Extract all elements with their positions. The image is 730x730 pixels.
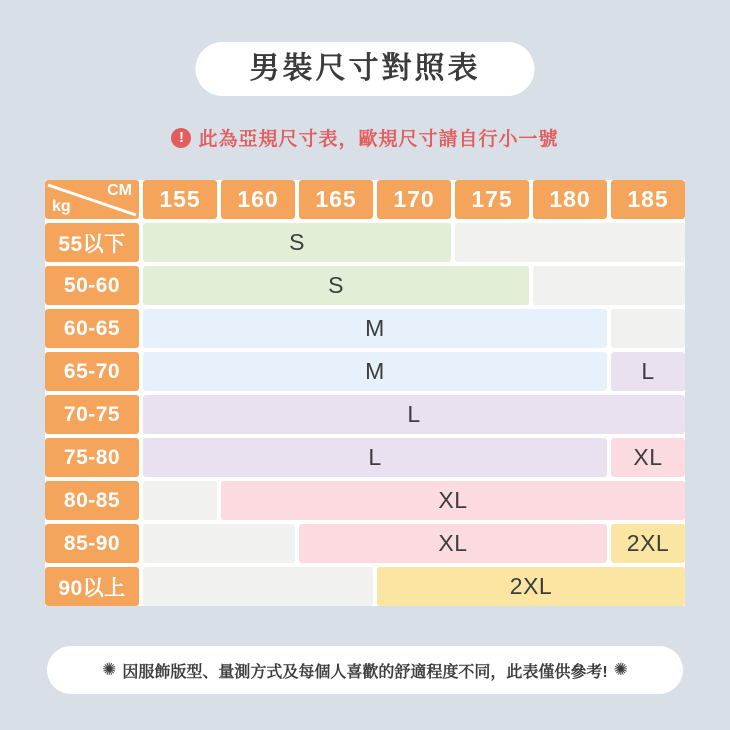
column-header-175: 175 [455, 180, 529, 219]
size-span-l: L [143, 438, 607, 477]
corner-kg-label: kg [52, 198, 71, 215]
column-header-185: 185 [611, 180, 685, 219]
column-header-180: 180 [533, 180, 607, 219]
footer-note [47, 646, 683, 694]
corner-cell [45, 180, 139, 219]
star-icon: ✺ [102, 660, 117, 679]
row-label-4: 70-75 [45, 395, 139, 434]
empty-span [143, 481, 217, 520]
row-label-0: 55以下 [45, 223, 139, 262]
size-warning [0, 124, 730, 151]
row-label-5: 75-80 [45, 438, 139, 477]
page-title [196, 42, 535, 96]
empty-span [143, 524, 295, 563]
row-label-6: 80-85 [45, 481, 139, 520]
size-span-m: M [143, 352, 607, 391]
empty-span [143, 567, 373, 606]
column-header-170: 170 [377, 180, 451, 219]
warning-text: 此為亞規尺寸表，歐規尺寸請自行小一號 [198, 129, 559, 150]
row-label-1: 50-60 [45, 266, 139, 305]
size-span-s: S [143, 223, 451, 262]
size-span-l: L [143, 395, 685, 434]
page-title-text: 男裝尺寸對照表 [249, 52, 481, 85]
row-label-3: 65-70 [45, 352, 139, 391]
exclamation-circle-icon: ! [171, 128, 191, 148]
footer-text: 因服飾版型、量測方式及每個人喜歡的舒適程度不同，此表僅供參考! [122, 663, 608, 681]
column-header-160: 160 [221, 180, 295, 219]
size-span-m: M [143, 309, 607, 348]
star-icon: ✺ [613, 660, 628, 679]
size-table [45, 180, 685, 606]
row-label-2: 60-65 [45, 309, 139, 348]
size-span-xl: XL [611, 438, 685, 477]
size-span-xl: XL [299, 524, 607, 563]
size-span-xl: XL [221, 481, 685, 520]
column-header-155: 155 [143, 180, 217, 219]
size-span-2xl: 2XL [377, 567, 685, 606]
empty-span [533, 266, 685, 305]
empty-span [611, 309, 685, 348]
empty-span [455, 223, 685, 262]
corner-cm-label: CM [107, 182, 132, 199]
size-span-l: L [611, 352, 685, 391]
row-label-8: 90以上 [45, 567, 139, 606]
row-label-7: 85-90 [45, 524, 139, 563]
size-span-2xl: 2XL [611, 524, 685, 563]
column-header-165: 165 [299, 180, 373, 219]
size-span-s: S [143, 266, 529, 305]
